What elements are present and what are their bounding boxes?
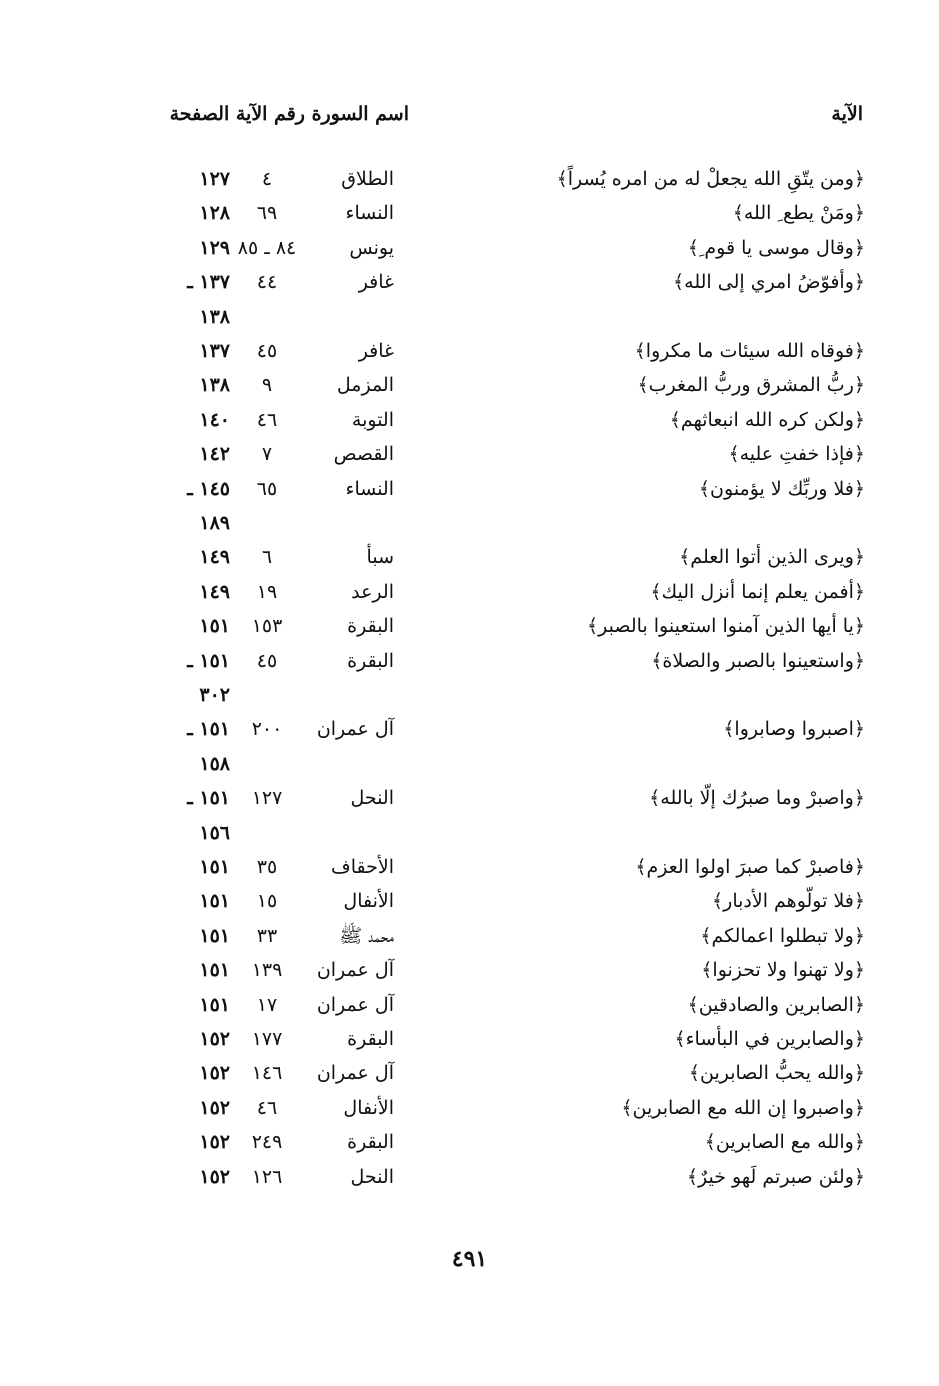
surah-name: يونس bbox=[349, 236, 394, 259]
ayah-number: ٣٥ bbox=[256, 856, 278, 878]
table-row bbox=[0, 300, 939, 334]
page-ref: ١٢٧ bbox=[199, 168, 230, 190]
table-row bbox=[0, 437, 939, 471]
surah-name: البقرة bbox=[347, 1131, 394, 1154]
page-ref: ١٣٨ bbox=[199, 374, 230, 397]
surah-name: البقرة bbox=[347, 649, 394, 672]
table-row bbox=[0, 334, 939, 368]
ayah-text: ﴿ومن يتّقِ الله يجعلْ له من امره يُسراً﴾ bbox=[556, 168, 865, 190]
page-ref: ١٤٥ ـ bbox=[187, 477, 230, 500]
table-row bbox=[0, 850, 939, 884]
ayah-number: ١٥٣ bbox=[251, 615, 283, 638]
ayah-text: ﴿ولا تبطلوا اعمالكم﴾ bbox=[700, 924, 865, 947]
ayah-text: ﴿فوقاه الله سيئات ما مكروا﴾ bbox=[634, 340, 865, 362]
ayah-text: ﴿والله مع الصابرين﴾ bbox=[704, 1131, 865, 1154]
surah-name: الأنفال bbox=[343, 890, 394, 913]
surah-name: الرعد bbox=[351, 580, 394, 603]
ayah-number: ٤٦ bbox=[256, 408, 278, 431]
ayah-number bbox=[232, 747, 302, 781]
ayah-number: ٤٥ bbox=[256, 649, 278, 672]
table-row bbox=[0, 678, 939, 712]
surah-name: الطلاق bbox=[341, 168, 394, 190]
table-row bbox=[0, 162, 939, 196]
ayah-text: ﴿واصبروا إن الله مع الصابرين﴾ bbox=[621, 1096, 865, 1119]
header-ayah: الآية bbox=[831, 103, 863, 125]
surah-name: آل عمران bbox=[316, 718, 394, 741]
table-row bbox=[0, 884, 939, 918]
table-row bbox=[0, 644, 939, 678]
page-ref: ١٥٢ bbox=[199, 1131, 230, 1154]
page-ref: ١٢٩ bbox=[199, 236, 230, 259]
surah-name: المزمل bbox=[336, 374, 394, 397]
ayah-number: ١٢٧ bbox=[251, 787, 283, 810]
surah-name: آل عمران bbox=[316, 1062, 394, 1085]
ayah-text: ﴿فاصبرْ كما صبرَ اولوا العزم﴾ bbox=[635, 856, 865, 878]
page-ref: ٣٠٢ bbox=[199, 684, 230, 706]
page-ref: ١٥١ ـ bbox=[187, 649, 230, 672]
table-row bbox=[0, 988, 939, 1022]
table-row bbox=[0, 1056, 939, 1090]
table-row bbox=[0, 403, 939, 437]
page-ref: ١٣٧ bbox=[199, 340, 230, 362]
ayah-number: ٦٥ bbox=[256, 477, 278, 500]
page-ref: ١٥٦ bbox=[199, 821, 230, 844]
surah-name: النساء bbox=[345, 202, 394, 225]
header-columns: اسم السورة رقم الآية الصفحة bbox=[169, 103, 409, 125]
ayah-number: ١٩ bbox=[256, 580, 278, 603]
ayah-text: ﴿الصابرين والصادقين﴾ bbox=[687, 993, 865, 1016]
ayah-number bbox=[232, 816, 302, 850]
surah-name: غافر bbox=[358, 271, 394, 294]
surah-name: النحل bbox=[350, 787, 394, 810]
ayah-text: ﴿ولكن كره الله انبعاثهم﴾ bbox=[669, 408, 865, 431]
table-row bbox=[0, 196, 939, 230]
page-ref: ١٥٢ bbox=[199, 1096, 230, 1119]
ayah-text: ﴿اصبروا وصابروا﴾ bbox=[723, 718, 865, 741]
table-row bbox=[0, 506, 939, 540]
ayah-number: ١٣٩ bbox=[251, 959, 283, 982]
table-row bbox=[0, 816, 939, 850]
ayah-number: ٦ bbox=[261, 546, 273, 569]
page-ref: ١٤٩ bbox=[199, 546, 230, 569]
table-row bbox=[0, 953, 939, 987]
surah-name: آل عمران bbox=[316, 993, 394, 1016]
table-row bbox=[0, 919, 939, 953]
page-ref: ١٥١ bbox=[199, 993, 230, 1016]
page-ref: ١٣٨ bbox=[199, 305, 230, 328]
ayah-text: ﴿ولئن صبرتم لَهو خيرٌ﴾ bbox=[686, 1165, 865, 1188]
surah-name: التوبة bbox=[351, 408, 394, 431]
table-row bbox=[0, 231, 939, 265]
ayah-number: ١٥ bbox=[256, 890, 278, 913]
surah-name: محمد ﷺ bbox=[339, 924, 394, 947]
table-row bbox=[0, 1160, 939, 1194]
surah-name: غافر bbox=[358, 340, 394, 362]
surah-name: النساء bbox=[345, 477, 394, 500]
page-ref: ١٥٢ bbox=[199, 1062, 230, 1085]
page-ref: ١٥٢ bbox=[199, 1165, 230, 1188]
ayah-number: ٢٠٠ bbox=[251, 718, 283, 741]
page-ref: ١٥١ bbox=[199, 856, 230, 878]
table-row bbox=[0, 712, 939, 746]
table-row bbox=[0, 1125, 939, 1159]
surah-name: البقرة bbox=[347, 1028, 394, 1050]
ayah-number: ١٢٦ bbox=[251, 1165, 283, 1188]
page-ref: ١٢٨ bbox=[199, 202, 230, 225]
ayah-number: ٢٤٩ bbox=[251, 1131, 283, 1154]
page-ref: ١٥١ bbox=[199, 890, 230, 913]
table-row bbox=[0, 575, 939, 609]
ayah-number: ٩ bbox=[261, 374, 273, 397]
page-ref: ١٥٨ bbox=[199, 752, 230, 775]
page-ref: ١٤٠ bbox=[199, 408, 230, 431]
table-row bbox=[0, 609, 939, 643]
ayah-number: ٤٦ bbox=[256, 1096, 278, 1119]
ayah-text: ﴿ربُّ المشرق وربُّ المغرب﴾ bbox=[637, 374, 865, 397]
table-row bbox=[0, 781, 939, 815]
ayah-text: ﴿وقال موسى يا قوم ِ﴾ bbox=[687, 236, 865, 259]
surah-name: النحل bbox=[350, 1165, 394, 1188]
page-ref: ١٥١ bbox=[199, 924, 230, 947]
table-row bbox=[0, 472, 939, 506]
ayah-number bbox=[232, 506, 302, 540]
page-ref: ١٥١ ـ bbox=[187, 718, 230, 741]
page-ref: ١٨٩ bbox=[199, 512, 230, 534]
surah-name: سبأ bbox=[366, 546, 394, 569]
ayah-number: ٤٥ bbox=[256, 340, 278, 362]
ayah-number: ١٤٦ bbox=[251, 1062, 283, 1085]
ayah-number: ٦٩ bbox=[256, 202, 278, 225]
ayah-number: ٤ bbox=[261, 168, 273, 190]
ayah-number bbox=[232, 300, 302, 334]
page-ref: ١٥١ bbox=[199, 615, 230, 638]
table-row bbox=[0, 265, 939, 299]
ayah-text: ﴿فلا تولّوهم الأدبار﴾ bbox=[712, 890, 865, 913]
ayah-text: ﴿واصبرْ وما صبرُك إلّا بالله﴾ bbox=[649, 787, 865, 810]
page-number: ٤٩١ bbox=[451, 1246, 488, 1272]
page-ref: ١٤٩ bbox=[199, 580, 230, 603]
ayah-number: ٧ bbox=[261, 443, 273, 466]
ayah-text: ﴿فإذا خفتِ عليه﴾ bbox=[728, 443, 865, 466]
ayah-text: ﴿فلا وربِّك لا يؤمنون﴾ bbox=[698, 477, 865, 500]
ayah-text: ﴿وأفوّضُ امري إلى الله﴾ bbox=[673, 271, 865, 294]
table-row bbox=[0, 540, 939, 574]
ayah-text: ﴿يا أيها الذين آمنوا استعينوا بالصبر﴾ bbox=[587, 615, 865, 638]
table-row bbox=[0, 368, 939, 402]
table-row bbox=[0, 747, 939, 781]
surah-name: الأحقاف bbox=[331, 856, 394, 878]
surah-name: آل عمران bbox=[316, 959, 394, 982]
ayah-number: ١٧٧ bbox=[251, 1028, 283, 1050]
page-ref: ١٥١ bbox=[199, 959, 230, 982]
page-ref: ١٥١ ـ bbox=[187, 787, 230, 810]
surah-name: الأنفال bbox=[343, 1096, 394, 1119]
ayah-text: ﴿ويرى الذين أتوا العلم﴾ bbox=[679, 546, 865, 569]
ayah-number bbox=[232, 678, 302, 712]
ayah-number: ١٧ bbox=[256, 993, 278, 1016]
surah-name: البقرة bbox=[347, 615, 394, 638]
ayah-number: ٣٣ bbox=[256, 924, 278, 947]
surah-name: القصص bbox=[333, 443, 394, 466]
ayah-number: ٨٤ ـ ٨٥ bbox=[237, 236, 297, 259]
ayah-text: ﴿والصابرين في البأساء﴾ bbox=[674, 1028, 865, 1050]
ayah-text: ﴿واستعينوا بالصبر والصلاة﴾ bbox=[651, 649, 865, 672]
table-row bbox=[0, 1091, 939, 1125]
table-row bbox=[0, 1022, 939, 1056]
page-ref: ١٥٢ bbox=[199, 1028, 230, 1050]
ayah-number: ٤٤ bbox=[256, 271, 278, 294]
ayah-text: ﴿والله يحبُّ الصابرين﴾ bbox=[688, 1062, 865, 1085]
page-ref: ١٤٢ bbox=[199, 443, 230, 466]
page-ref: ١٣٧ ـ bbox=[187, 271, 230, 294]
ayah-text: ﴿ومَنْ يطع ِ الله﴾ bbox=[732, 202, 865, 225]
ayah-text: ﴿ولا تهنوا ولا تحزنوا﴾ bbox=[701, 959, 865, 982]
ayah-text: ﴿أفمن يعلم إنما أنزل اليك﴾ bbox=[650, 580, 865, 603]
